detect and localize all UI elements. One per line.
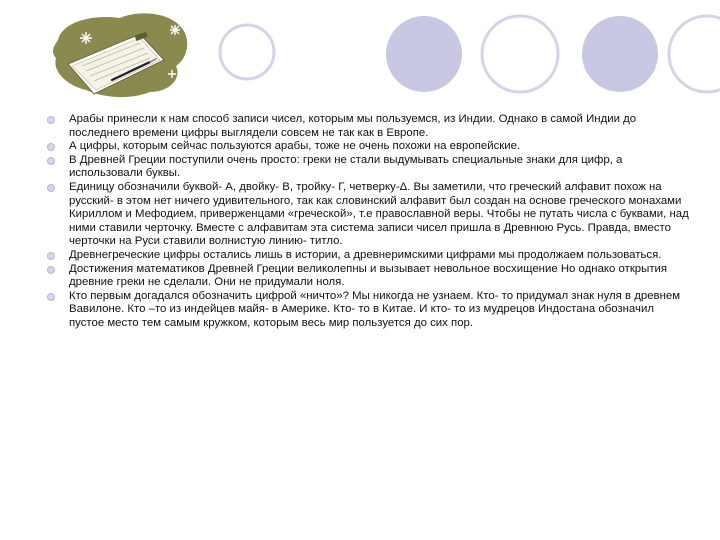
decor-circle-filled <box>386 16 462 92</box>
bullet-icon <box>47 184 55 192</box>
slide-header-decoration <box>0 0 720 110</box>
bullet-text: Достижения математиков Древней Греции великолепны и вызывает невольное восхищение Но однако открытия древние греки не сделали. Они не придумали ноля. <box>69 262 668 289</box>
list-item <box>47 113 692 140</box>
bullet-text: А цифры, которым сейчас пользуются арабы, тоже не очень похожи на европейские. <box>69 140 521 153</box>
bullet-icon <box>47 266 55 274</box>
bullet-text: Кто первым догадался обозначить цифрой «ничто»? Мы никогда не узнаем. Кто- то придумал знак нуля в древнем Вавилоне. Кто –то из индейцев майя- в Америке. Кто- то в Китае. И кто- то из мудрецов Индостана обозначил пустое место тем самым кружком, которым весь мир пользуется до сих пор. <box>69 289 681 329</box>
list-item <box>47 290 692 331</box>
decor-circle-outline <box>220 25 274 79</box>
bullet-text: Единицу обозначили буквой- А, двойку- В, тройку- Г, четверку-Δ. Вы заметили, что греческий алфавит похож на русский- в этом нет ничего удивительного, так как словинский алфавит был создан на основе греческого монахами Кириллом и Мефодием, приверженцами «греческой», т.е православной веры. Чтобы не путать числа с буквами, над ними ставили черточку. Вместе с алфавитам эта система записи чисел пришла в Древнюю Русь. Правда, вместо черточки на Руси ставили волнистую линию- титло. <box>69 180 689 248</box>
bullet-icon <box>47 143 55 151</box>
list-item <box>47 181 692 249</box>
bullet-list <box>47 113 692 331</box>
bullet-text: В Древней Греции поступили очень просто: греки не стали выдумывать специальные знаки для цифр, а использовали буквы. <box>69 153 623 180</box>
list-item <box>47 249 692 263</box>
decor-circle-outline <box>669 16 720 92</box>
list-item <box>47 140 692 154</box>
decor-circle-filled <box>582 16 658 92</box>
bullet-icon <box>47 293 55 301</box>
decor-circle-outline <box>482 16 558 92</box>
list-item <box>47 154 692 181</box>
bullet-text: Арабы принесли к нам способ записи чисел, которым мы пользуемся, из Индии. Однако в самой Индии до последнего времени цифры выглядели совсем не так как в Европе. <box>69 113 637 139</box>
bullet-icon <box>47 252 55 260</box>
bullet-text: Древнегреческие цифры остались лишь в истории, а древнеримскими цифрами мы продолжаем пользоваться. <box>69 248 662 261</box>
list-item <box>47 263 692 290</box>
bullet-icon <box>47 157 55 165</box>
bullet-icon <box>47 116 55 124</box>
